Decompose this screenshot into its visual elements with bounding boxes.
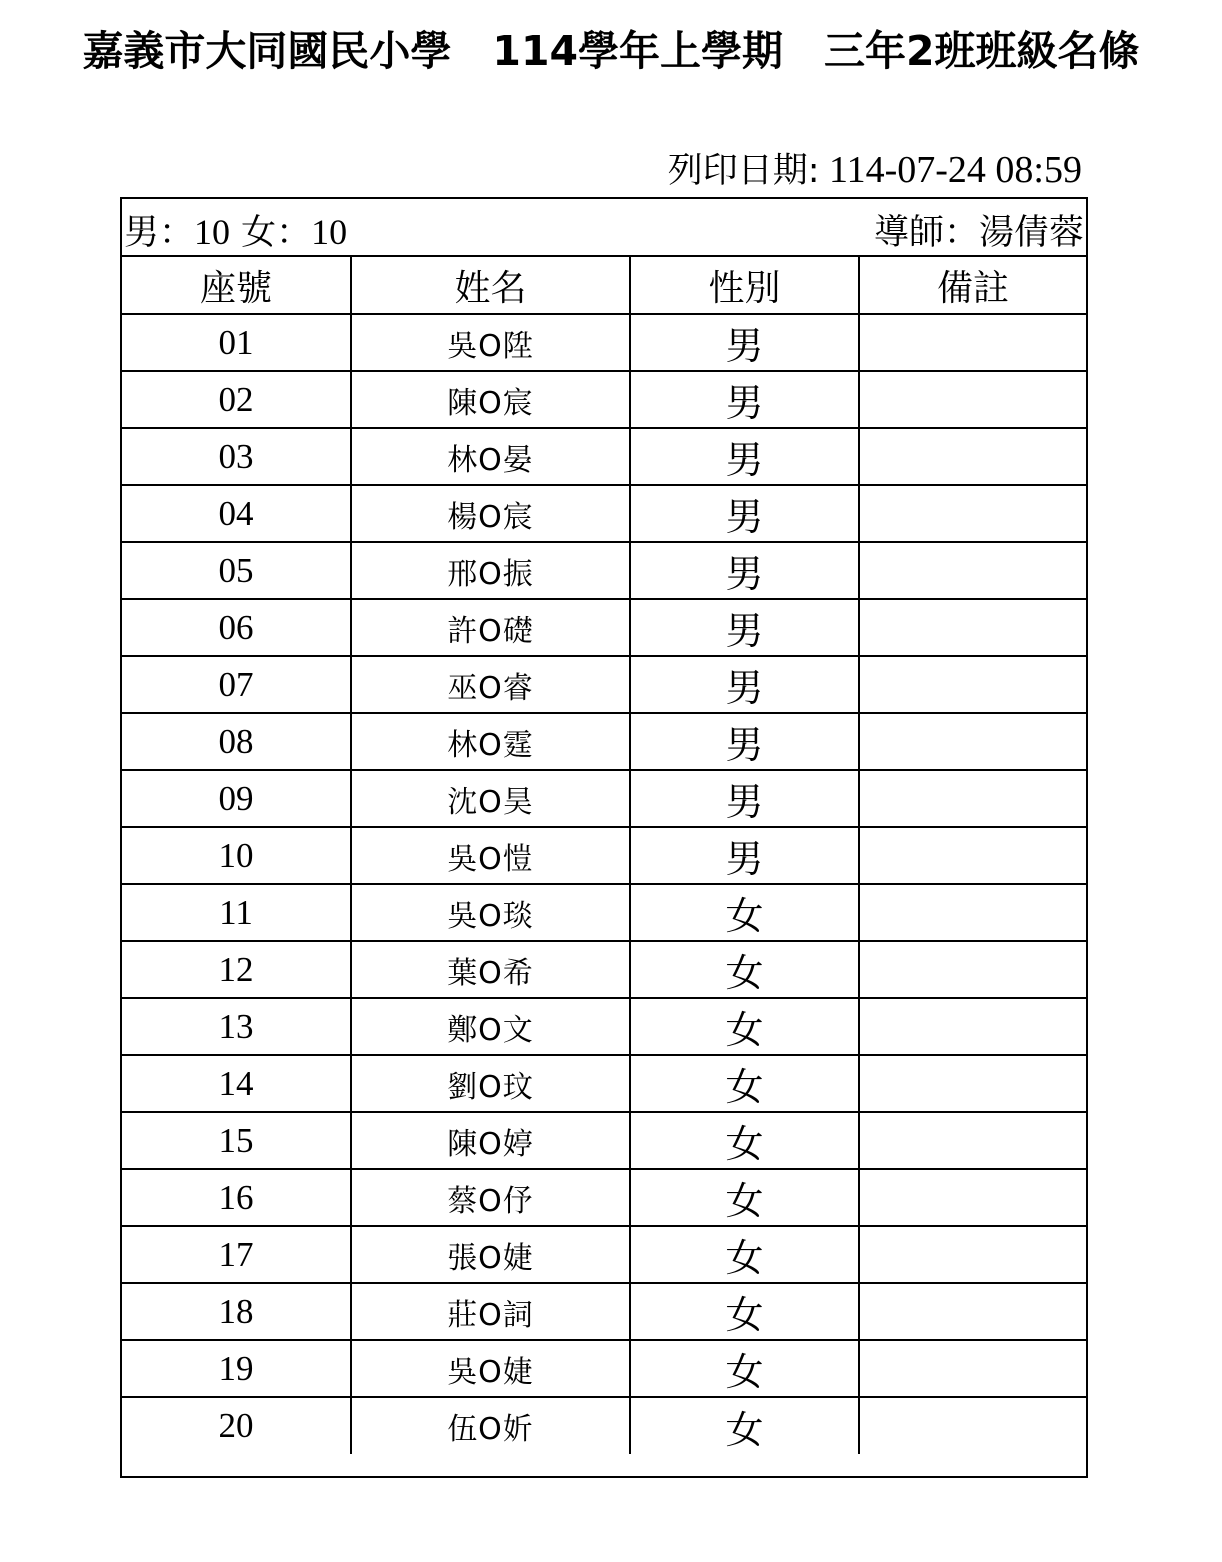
gender-cell: 男 [630, 428, 859, 485]
table-row [122, 314, 1086, 371]
note-cell [859, 1340, 1086, 1397]
column-header-name: 姓名 [351, 257, 630, 314]
note-cell [859, 371, 1086, 428]
gender-cell: 女 [630, 998, 859, 1055]
table-row [122, 827, 1086, 884]
table-row [122, 542, 1086, 599]
seat-cell: 13 [122, 998, 351, 1055]
note-cell [859, 656, 1086, 713]
name-cell: 林O霆 [351, 713, 630, 770]
gender-cell: 男 [630, 656, 859, 713]
class-roster [120, 197, 1088, 1478]
gender-cell: 女 [630, 884, 859, 941]
note-cell [859, 314, 1086, 371]
page-title: 嘉義市大同國民小學 114學年上學期 三年2班班級名條 [82, 27, 1140, 75]
seat-cell: 12 [122, 941, 351, 998]
name-cell: 吳O琰 [351, 884, 630, 941]
gender-cell: 男 [630, 371, 859, 428]
name-cell: 吳O愷 [351, 827, 630, 884]
name-cell: 劉O玟 [351, 1055, 630, 1112]
seat-cell: 14 [122, 1055, 351, 1112]
table-row [122, 770, 1086, 827]
seat-cell: 07 [122, 656, 351, 713]
name-cell: 吳O婕 [351, 1340, 630, 1397]
gender-cell: 男 [630, 827, 859, 884]
note-cell [859, 713, 1086, 770]
table-row [122, 998, 1086, 1055]
name-cell: 陳O宸 [351, 371, 630, 428]
note-cell [859, 1055, 1086, 1112]
name-cell: 吳O陞 [351, 314, 630, 371]
table-row [122, 884, 1086, 941]
name-cell: 林O晏 [351, 428, 630, 485]
seat-cell: 17 [122, 1226, 351, 1283]
column-header-gender: 性別 [630, 257, 859, 314]
female-count: 10 [311, 212, 348, 252]
seat-cell: 06 [122, 599, 351, 656]
name-cell: 張O婕 [351, 1226, 630, 1283]
name-cell: 巫O睿 [351, 656, 630, 713]
note-cell [859, 1397, 1086, 1454]
name-cell: 莊O詞 [351, 1283, 630, 1340]
seat-cell: 08 [122, 713, 351, 770]
name-cell: 伍O妡 [351, 1397, 630, 1454]
note-cell [859, 1226, 1086, 1283]
name-cell: 蔡O伃 [351, 1169, 630, 1226]
name-cell: 沈O昊 [351, 770, 630, 827]
seat-cell: 16 [122, 1169, 351, 1226]
table-row [122, 1397, 1086, 1454]
gender-cell: 女 [630, 1397, 859, 1454]
table-row [122, 713, 1086, 770]
table-row [122, 1340, 1086, 1397]
seat-cell: 15 [122, 1112, 351, 1169]
print-date-value: 114-07-24 08:59 [819, 149, 1082, 191]
gender-cell: 女 [630, 941, 859, 998]
seat-cell: 18 [122, 1283, 351, 1340]
gender-cell: 女 [630, 1340, 859, 1397]
table-row [122, 941, 1086, 998]
roster-table [122, 257, 1086, 1454]
note-cell [859, 542, 1086, 599]
seat-cell: 20 [122, 1397, 351, 1454]
seat-cell: 10 [122, 827, 351, 884]
note-cell [859, 428, 1086, 485]
table-row [122, 1112, 1086, 1169]
seat-cell: 03 [122, 428, 351, 485]
seat-cell: 01 [122, 314, 351, 371]
seat-cell: 09 [122, 770, 351, 827]
note-cell [859, 827, 1086, 884]
teacher-name: 導師：湯倩蓉 [873, 213, 1084, 253]
note-cell [859, 485, 1086, 542]
note-cell [859, 599, 1086, 656]
gender-cell: 男 [630, 599, 859, 656]
seat-cell: 05 [122, 542, 351, 599]
name-cell: 葉O希 [351, 941, 630, 998]
seat-cell: 11 [122, 884, 351, 941]
female-label: 女： [230, 213, 312, 253]
table-row [122, 656, 1086, 713]
table-row [122, 1226, 1086, 1283]
table-row [122, 485, 1086, 542]
gender-cell: 女 [630, 1112, 859, 1169]
note-cell [859, 770, 1086, 827]
gender-cell: 女 [630, 1283, 859, 1340]
summary-row [122, 199, 1086, 257]
note-cell [859, 884, 1086, 941]
gender-cell: 女 [630, 1169, 859, 1226]
note-cell [859, 1283, 1086, 1340]
table-row [122, 428, 1086, 485]
gender-cell: 男 [630, 542, 859, 599]
column-header-seat: 座號 [122, 257, 351, 314]
male-label: 男： [124, 213, 195, 253]
gender-cell: 女 [630, 1055, 859, 1112]
table-row [122, 371, 1086, 428]
table-row [122, 1283, 1086, 1340]
gender-cell: 男 [630, 485, 859, 542]
name-cell: 鄭O文 [351, 998, 630, 1055]
table-row [122, 599, 1086, 656]
name-cell: 陳O婷 [351, 1112, 630, 1169]
column-header-note: 備註 [859, 257, 1086, 314]
gender-cell: 男 [630, 314, 859, 371]
print-date-label: 列印日期: [667, 151, 820, 191]
note-cell [859, 998, 1086, 1055]
name-cell: 邢O振 [351, 542, 630, 599]
note-cell [859, 941, 1086, 998]
gender-counts [124, 205, 347, 255]
male-count: 10 [194, 212, 231, 252]
seat-cell: 19 [122, 1340, 351, 1397]
table-row [122, 1055, 1086, 1112]
gender-cell: 男 [630, 770, 859, 827]
seat-cell: 04 [122, 485, 351, 542]
gender-cell: 男 [630, 713, 859, 770]
note-cell [859, 1169, 1086, 1226]
header-row [122, 257, 1086, 314]
name-cell: 楊O宸 [351, 485, 630, 542]
print-date [560, 143, 1082, 193]
name-cell: 許O礎 [351, 599, 630, 656]
gender-cell: 女 [630, 1226, 859, 1283]
table-row [122, 1169, 1086, 1226]
note-cell [859, 1112, 1086, 1169]
seat-cell: 02 [122, 371, 351, 428]
